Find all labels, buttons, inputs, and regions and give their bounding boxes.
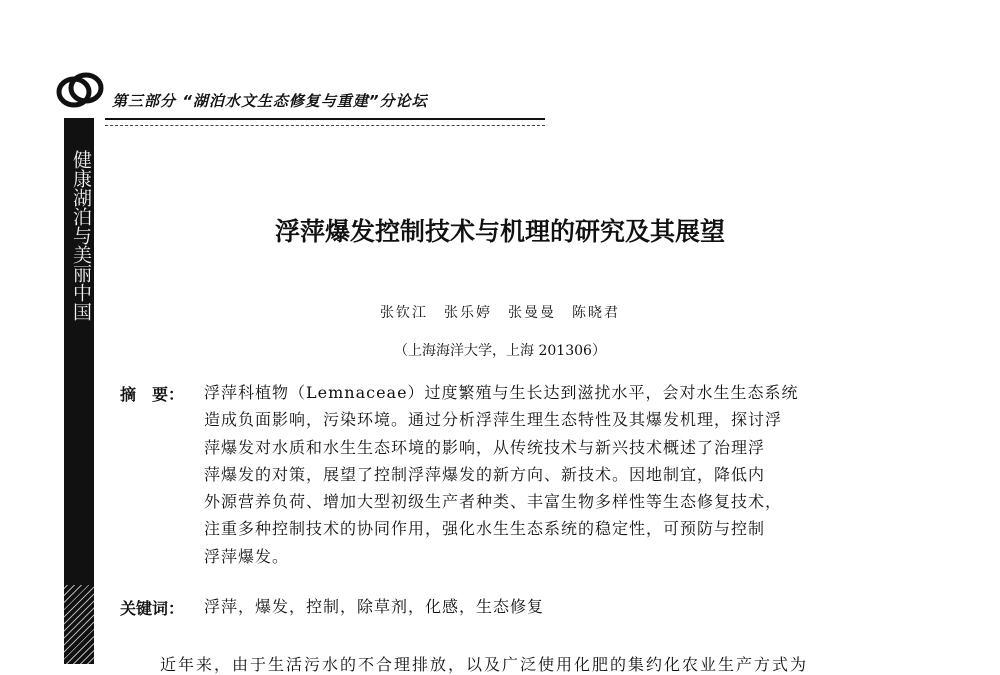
keywords: 浮萍，爆发，控制，除草剂，化感，生态修复: [204, 597, 545, 616]
abstract-line: 浮萍科植物（Lemnaceae）过度繁殖与生长达到滋扰水平，会对水生生态系统: [204, 383, 799, 402]
abstract-line: 造成负面影响，污染环境。通过分析浮萍生理生态特性及其爆发机理，探讨浮: [204, 410, 783, 430]
abstract-label: 摘 要：: [120, 385, 185, 404]
abstract-line: 萍爆发的对策，展望了控制浮萍爆发的新方向、新技术。因地制宜，降低内: [204, 464, 766, 484]
header-rule-dashed: [105, 125, 545, 126]
paper-title: 浮萍爆发控制技术与机理的研究及其展望: [274, 217, 725, 246]
abstract-line: 注重多种控制技术的协同作用，强化水生生态系统的稳定性，可预防与控制: [204, 519, 766, 539]
abstract-line: 外源营养负荷、增加大型初级生产者种类、丰富生物多样性等生态修复技术，: [204, 492, 783, 512]
publisher-logo: [54, 68, 106, 112]
affiliation: （上海海洋大学，上海 201306）: [394, 343, 606, 359]
side-bar-texture: [64, 585, 94, 664]
body-text-start: 近年来，由于生活污水的不合理排放，以及广泛使用化肥的集约化农业生产方式为: [160, 655, 809, 674]
book-title-vertical: 健康湖泊与美丽中国: [70, 150, 92, 321]
section-header: 第三部分 “湖泊水文生态修复与重建”分论坛: [112, 92, 428, 110]
keywords-label: 关键词：: [120, 599, 185, 618]
abstract-line: 浮萍爆发。: [204, 546, 290, 566]
header-rule: [105, 118, 545, 120]
abstract-line: 萍爆发对水质和水生生态环境的影响，从传统技术与新兴技术概述了治理浮: [204, 437, 766, 457]
authors: 张钦江 张乐婷 张曼曼 陈晓君: [380, 305, 620, 321]
abstract-body: [204, 379, 884, 570]
